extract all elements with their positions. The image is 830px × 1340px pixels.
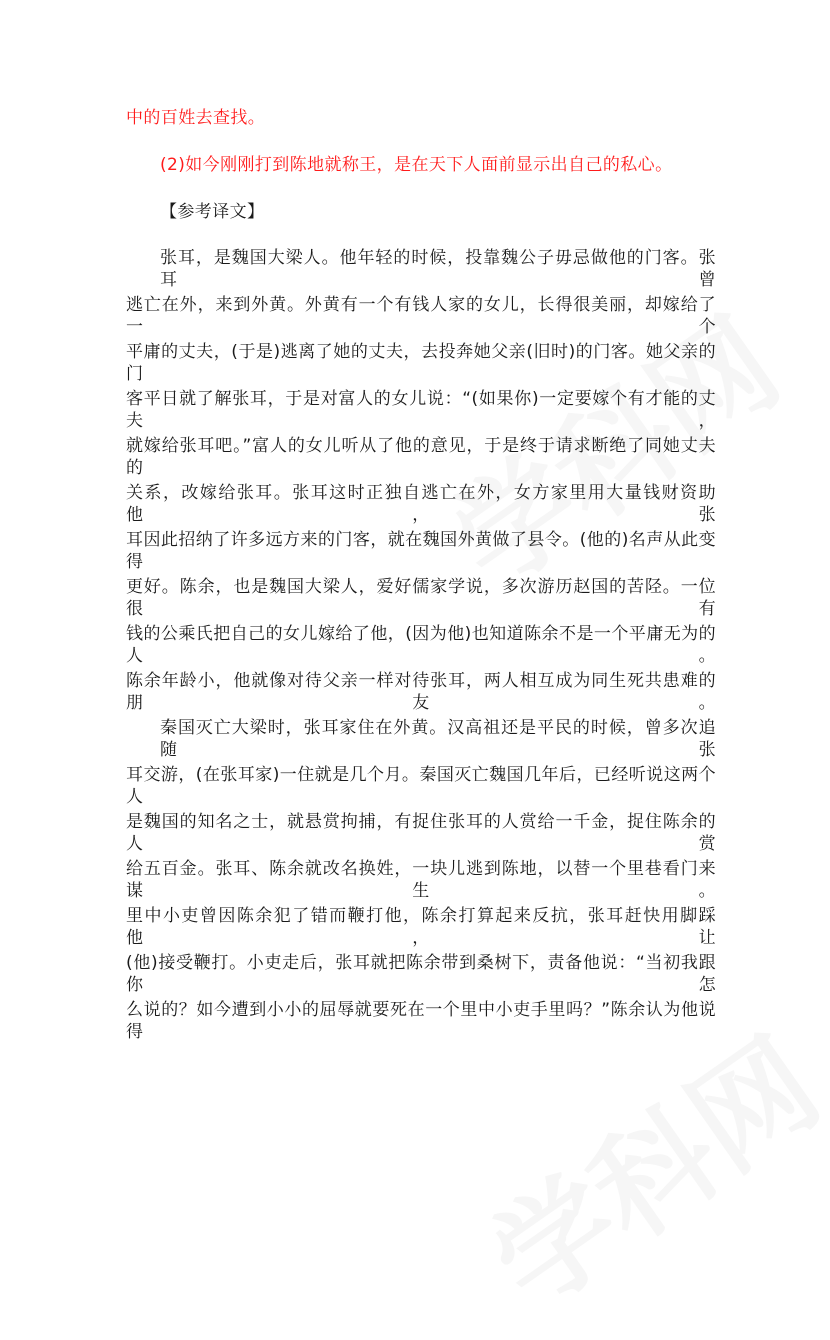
paragraph-line: 是魏国的知名之士，就悬赏拘捕，有捉住张耳的人赏给一千金，捉住陈余的人赏 bbox=[126, 812, 716, 854]
paragraph-line: 客平日就了解张耳，于是对富人的女儿说：“(如果你)一定要嫁个有才能的丈夫， bbox=[126, 389, 716, 431]
paragraph-line: 陈余年龄小，他就像对待父亲一样对待张耳，两人相互成为同生死共患难的朋友。 bbox=[126, 671, 716, 713]
paragraph-line: 平庸的丈夫，(于是)逃离了她的丈夫，去投奔她父亲(旧时)的门客。她父亲的门 bbox=[126, 342, 716, 384]
paragraph-line: 就嫁给张耳吧。”富人的女儿听从了他的意见，于是终于请求断绝了同她丈夫的 bbox=[126, 436, 716, 478]
paragraph-line: 里中小吏曾因陈余犯了错而鞭打他，陈余打算起来反抗，张耳赶快用脚踩他，让 bbox=[126, 906, 716, 948]
paragraph-line: 关系，改嫁给张耳。张耳这时正独自逃亡在外，女方家里用大量钱财资助他，张 bbox=[126, 483, 716, 525]
paragraph-line: 耳交游，(在张耳家)一住就是几个月。秦国灭亡魏国几年后，已经听说这两个人 bbox=[126, 765, 716, 807]
paragraph-line: 耳因此招纳了许多远方来的门客，就在魏国外黄做了县令。(他的)名声从此变得 bbox=[126, 530, 716, 572]
section-heading: 【参考译文】 bbox=[160, 202, 265, 222]
answer-line-continuation: 中的百姓去查找。 bbox=[126, 108, 266, 128]
paragraph-line: 张耳，是魏国大梁人。他年轻的时候，投靠魏公子毋忌做他的门客。张耳曾 bbox=[160, 248, 716, 290]
answer-line-2: (2)如今刚刚打到陈地就称王，是在天下人面前显示出自己的私心。 bbox=[160, 155, 673, 175]
paragraph-line: 秦国灭亡大梁时，张耳家住在外黄。汉高祖还是平民的时候，曾多次追随张 bbox=[160, 718, 716, 760]
paragraph-line: (他)接受鞭打。小吏走后，张耳就把陈余带到桑树下，责备他说：“当初我跟你怎 bbox=[126, 953, 716, 995]
paragraph-line: 更好。陈余，也是魏国大梁人，爱好儒家学说，多次游历赵国的苦陉。一位很有 bbox=[126, 577, 716, 619]
paragraph-line: 么说的？如今遭到小小的屈辱就要死在一个里中小吏手里吗？”陈余认为他说得 bbox=[126, 1000, 716, 1042]
paragraph-line: 逃亡在外，来到外黄。外黄有一个有钱人家的女儿，长得很美丽，却嫁给了一个 bbox=[126, 295, 716, 337]
paragraph-line: 给五百金。张耳、陈余就改名换姓，一块儿逃到陈地，以替一个里巷看门来谋生。 bbox=[126, 859, 716, 901]
paragraph-line: 钱的公乘氏把自己的女儿嫁给了他，(因为他)也知道陈余不是一个平庸无为的人。 bbox=[126, 624, 716, 666]
